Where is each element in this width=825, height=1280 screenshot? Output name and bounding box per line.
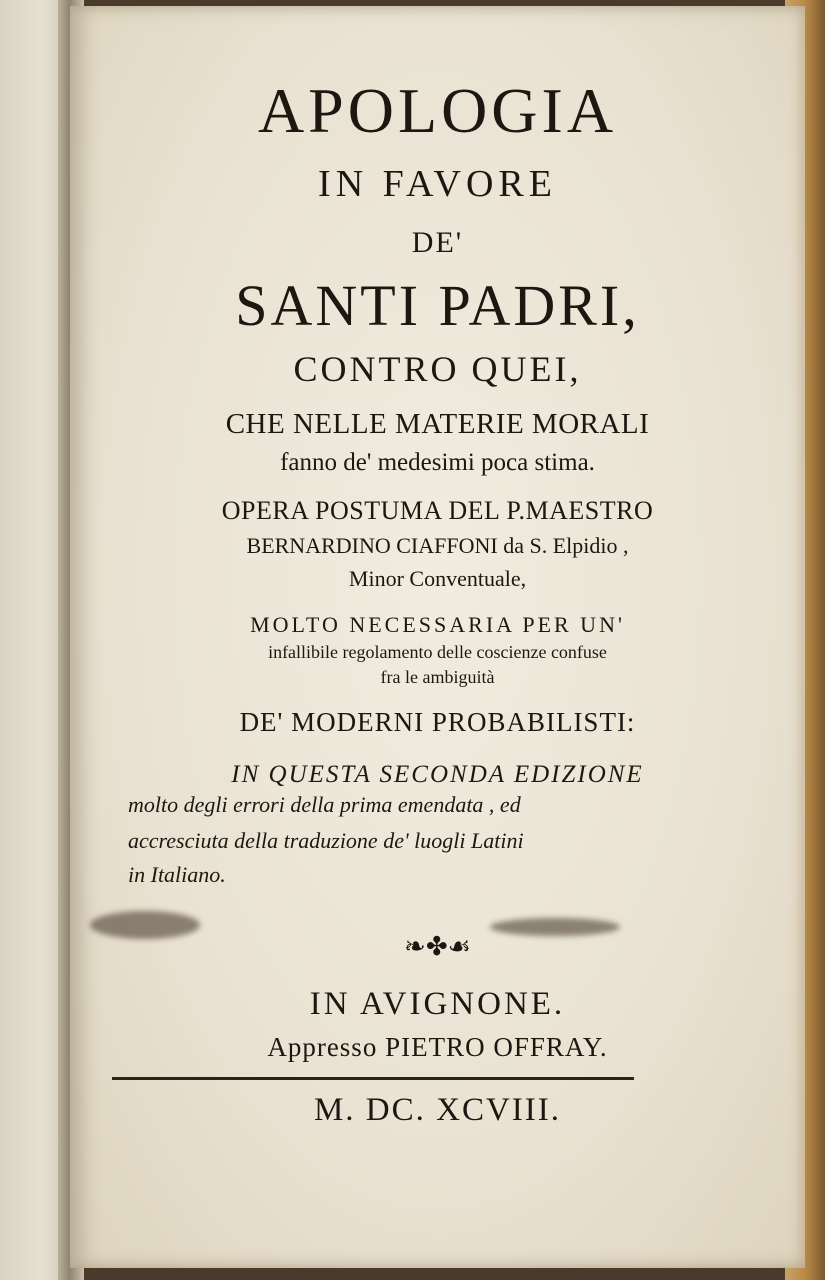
title-contro-quei: CONTRO QUEI,	[293, 349, 582, 389]
molto-necessaria: MOLTO NECESSARIA PER UN'	[250, 612, 625, 637]
imprint-printer: Appresso PIETRO OFFRAY.	[267, 1032, 608, 1062]
author-name: BERNARDINO CIAFFONI da S. Elpidio ,	[246, 533, 629, 558]
italiano-line: in Italiano.	[128, 862, 226, 887]
author-order: Minor Conventuale,	[348, 566, 527, 591]
imprint-city: IN AVIGNONE.	[309, 986, 566, 1022]
title-in-favore: IN FAVORE	[318, 163, 557, 205]
traduzione-line: accresciuta della traduzione de' luogli Latini	[128, 828, 524, 853]
imprint-rule	[112, 1077, 634, 1080]
title-apologia: APOLOGIA	[257, 75, 618, 146]
ambiguita-line: fra le ambiguità	[380, 667, 495, 687]
regolamento-line: infallibile regolamento delle coscienze confuse	[268, 642, 607, 662]
emendata-line: molto degli errori della prima emendata , ed	[128, 792, 521, 817]
title-poca-stima: fanno de' medesimi poca stima.	[280, 449, 595, 476]
imprint-date: M. DC. XCVIII.	[313, 1092, 562, 1128]
printer-ornament: ❧✤☙	[404, 932, 471, 961]
title-de: DE'	[411, 226, 464, 259]
title-page	[70, 6, 805, 1268]
title-materie-morali: CHE NELLE MATERIE MORALI	[225, 408, 650, 440]
probabilisti-line: DE' MODERNI PROBABILISTI:	[239, 707, 636, 737]
title-santi-padri: SANTI PADRI,	[235, 273, 640, 338]
seconda-edizione: IN QUESTA SECONDA EDIZIONE	[231, 761, 644, 788]
opera-postuma: OPERA POSTUMA DEL P.MAESTRO	[221, 496, 654, 525]
